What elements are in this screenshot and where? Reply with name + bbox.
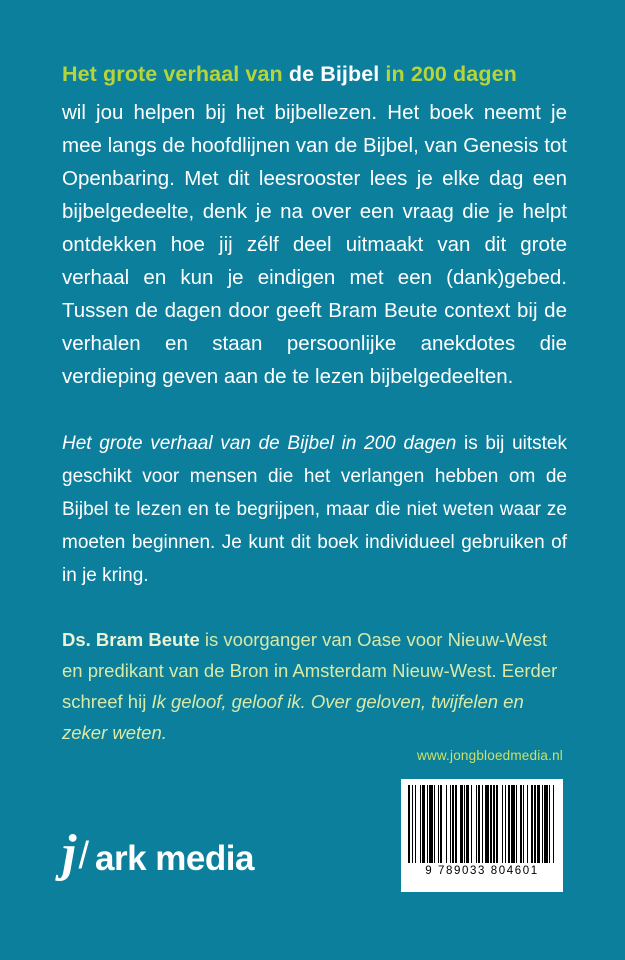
book-title-tail: in 200 dagen [379, 62, 517, 86]
barcode-number: 9 789033 804601 [425, 865, 539, 877]
author-body-before: is voorganger van Oase voor Nieuw-West en predikant van de Bron in Amsterdam Nieuw-West. Eerder schreef hij [62, 629, 558, 712]
book-title-highlight: de Bijbel [288, 62, 380, 86]
author-previous-work: Ik geloof, geloof ik. Over geloven, twijfelen en zeker weten. [62, 691, 524, 743]
author-paragraph [62, 624, 567, 748]
headline-body: wil jou helpen bij het bijbellezen. Het boek neemt je mee langs de hoofdlijnen van de Bijbel, van Genesis tot Openbaring. Met dit leesrooster lees je elke dag een bijbelgedeelte, denk je na over een vraag die je helpt ontdekken hoe jij zélf deel uitmaakt van dit grote verhaal en kun je eindigen met een (dank)gebed. Tussen de dagen door geeft Bram Beute context bij de verhalen en staan persoonlijke anekdotes die verdieping geven aan de te lezen bijbelgedeelten. [62, 101, 567, 388]
book-title-lead: Het grote verhaal van [62, 62, 289, 86]
publisher-logo [62, 825, 254, 882]
book-title [62, 62, 517, 86]
barcode-bar [554, 785, 556, 863]
publisher-logo-mark: j [62, 825, 77, 882]
barcode [401, 779, 563, 892]
cover-text-content [62, 58, 567, 767]
description-body: is bij uitstek geschikt voor mensen die het verlangen hebben om de Bijbel te lezen en te begrijpen, maar die niet weten waar ze moeten beginnen. Je kunt dit boek individueel gebruiken of in je kring. [62, 433, 567, 586]
publisher-website[interactable]: www.jongbloedmedia.nl [416, 748, 563, 763]
publisher-logo-name: ark media [95, 839, 254, 878]
barcode-bars [408, 785, 556, 863]
publisher-logo-separator: / [78, 835, 90, 877]
description-italic-title: Het grote verhaal van de Bijbel in 200 dagen [62, 433, 457, 454]
headline-paragraph [62, 58, 567, 393]
author-name: Ds. Bram Beute [62, 629, 200, 650]
description-paragraph [62, 427, 567, 592]
